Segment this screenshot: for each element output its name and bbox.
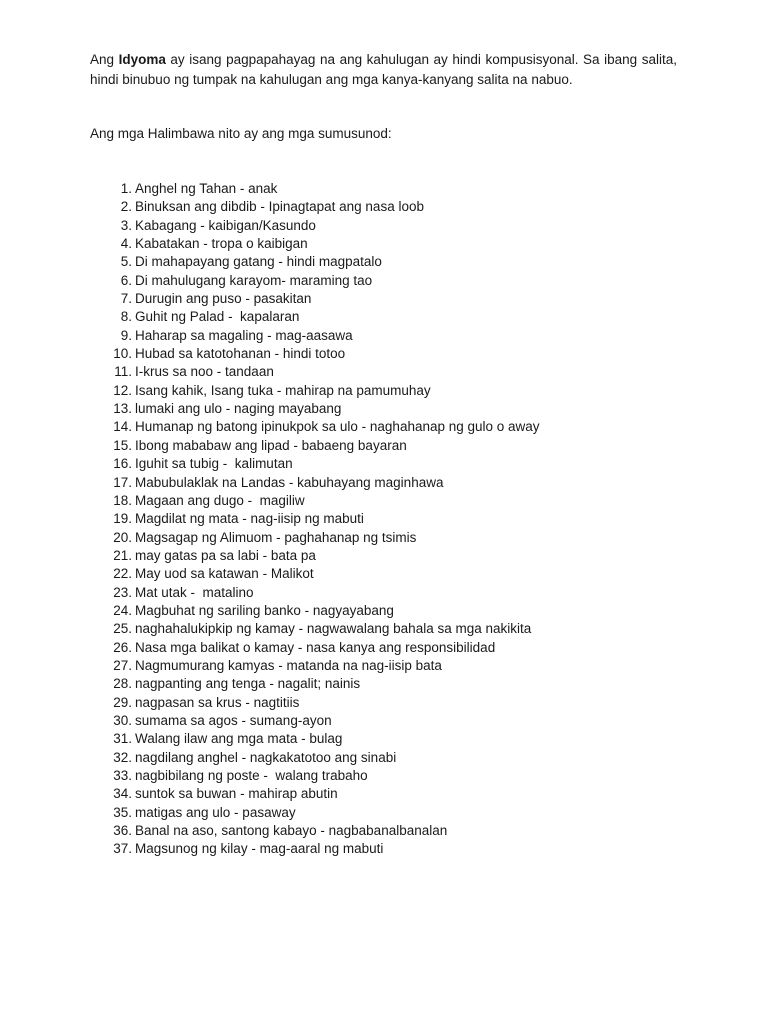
list-item-number: 16. bbox=[113, 456, 132, 472]
list-item-text: Di mahapayang gatang - hindi magpatalo bbox=[135, 254, 382, 270]
list-item-number: 8. bbox=[120, 309, 132, 325]
list-item-text: Nasa mga balikat o kamay - nasa kanya ang responsibilidad bbox=[135, 639, 496, 655]
list-item-number: 7. bbox=[120, 291, 132, 307]
list-item-number: 18. bbox=[113, 492, 132, 508]
list-item-number: 2. bbox=[120, 199, 132, 215]
list-item-number: 12. bbox=[113, 382, 132, 398]
list-item-text: Durugin ang puso - pasakitan bbox=[135, 291, 312, 307]
list-item-number: 10. bbox=[113, 346, 132, 362]
list-item-text: sumama sa agos - sumang-ayon bbox=[135, 712, 332, 728]
list-item-text: Magaan ang dugo - magiliw bbox=[135, 492, 305, 508]
list-item-text: naghahalukipkip ng kamay - nagwawalang bahala sa mga nakikita bbox=[135, 621, 532, 637]
list-item-text: Anghel ng Tahan - anak bbox=[135, 181, 278, 196]
list-item-text: Kabatakan - tropa o kaibigan bbox=[135, 236, 308, 252]
list-item-number: 30. bbox=[113, 712, 132, 728]
list-item-text: Magbuhat ng sariling banko - nagyayabang bbox=[135, 602, 394, 618]
list-item-text: Magsagap ng Alimuom - paghahanap ng tsimis bbox=[135, 529, 417, 545]
list-item-text: suntok sa buwan - mahirap abutin bbox=[135, 786, 338, 802]
examples-heading: Ang mga Halimbawa nito ay ang mga sumusunod: bbox=[90, 126, 392, 141]
list-item-number: 34. bbox=[113, 786, 132, 802]
list-item-text: Guhit ng Palad - kapalaran bbox=[135, 309, 300, 325]
list-item-text: Magsunog ng kilay - mag-aaral ng mabuti bbox=[135, 841, 384, 857]
list-item-text: Kabagang - kaibigan/Kasundo bbox=[135, 217, 316, 233]
intro-paragraph bbox=[90, 50, 677, 90]
list-item-text: Ibong mababaw ang lipad - babaeng bayaran bbox=[135, 437, 407, 453]
list-item-text: Mabubulaklak na Landas - kabuhayang maginhawa bbox=[135, 474, 444, 490]
list-item-text: Hubad sa katotohanan - hindi totoo bbox=[135, 346, 346, 362]
list-item-text: Isang kahik, Isang tuka - mahirap na pamumuhay bbox=[135, 382, 431, 398]
list-item-text: Banal na aso, santong kabayo - nagbabanalbanalan bbox=[135, 823, 448, 839]
list-item-text: nagbibilang ng poste - walang trabaho bbox=[135, 768, 368, 783]
list-item-text: Di mahulugang karayom- maraming tao bbox=[135, 272, 373, 288]
list-item-number: 1. bbox=[120, 181, 132, 196]
list-item-number: 27. bbox=[113, 657, 132, 673]
intro-rest: ay isang pagpapahayag na ang kahulugan ay hindi kompusisyonal. Sa ibang salita, hindi binubuo ng tumpak na kahulugan ang mga kanya-kanyang salita na nabuo. bbox=[90, 52, 677, 87]
list-item-text: May uod sa katawan - Malikot bbox=[135, 566, 314, 582]
list-item-text: nagpasan sa krus - nagtitiis bbox=[135, 694, 300, 710]
list-item-number: 14. bbox=[113, 419, 132, 435]
list-item-number: 24. bbox=[113, 602, 132, 618]
list-item-number: 29. bbox=[113, 694, 132, 710]
list-item-number: 11. bbox=[114, 364, 132, 380]
list-item-number: 25. bbox=[113, 621, 132, 637]
intro-lead: Ang bbox=[90, 52, 119, 67]
list-item-text: Humanap ng batong ipinukpok sa ulo - naghahanap ng gulo o away bbox=[135, 419, 540, 435]
list-item-number: 32. bbox=[113, 749, 132, 765]
list-item-text: I-krus sa noo - tandaan bbox=[135, 364, 274, 380]
list-item-number: 3. bbox=[120, 217, 132, 233]
list-item-text: Walang ilaw ang mga mata - bulag bbox=[135, 731, 343, 747]
list-item-number: 17. bbox=[113, 474, 132, 490]
list-item-number: 33. bbox=[113, 768, 132, 783]
list-item-number: 31. bbox=[113, 731, 132, 747]
list-item-number: 36. bbox=[113, 823, 132, 839]
list-item-text: nagdilang anghel - nagkakatotoo ang sinabi bbox=[135, 749, 397, 765]
list-item-number: 5. bbox=[120, 254, 132, 270]
list-item-number: 26. bbox=[113, 639, 132, 655]
list-item-text: lumaki ang ulo - naging mayabang bbox=[135, 401, 342, 417]
list-item-text: Magdilat ng mata - nag-iisip ng mabuti bbox=[135, 511, 364, 527]
list-item-text: matigas ang ulo - pasaway bbox=[135, 804, 296, 820]
list-item-text: may gatas pa sa labi - bata pa bbox=[135, 547, 316, 563]
list-item-text: Mat utak - matalino bbox=[135, 584, 254, 600]
list-item-text: Iguhit sa tubig - kalimutan bbox=[135, 456, 293, 472]
list-item-number: 35. bbox=[113, 804, 132, 820]
list-item-number: 21. bbox=[113, 547, 132, 563]
list-item-number: 9. bbox=[120, 327, 132, 343]
list-item-number: 20. bbox=[113, 529, 132, 545]
list-item-text: nagpanting ang tenga - nagalit; nainis bbox=[135, 676, 361, 692]
list-item-number: 22. bbox=[113, 566, 132, 582]
list-item-number: 28. bbox=[113, 676, 132, 692]
list-item-number: 15. bbox=[113, 437, 132, 453]
list-item-number: 23. bbox=[113, 584, 132, 600]
list-item-number: 13. bbox=[113, 401, 132, 417]
list-item-number: 6. bbox=[120, 272, 132, 288]
list-item-number: 19. bbox=[113, 511, 132, 527]
list-item-text: Haharap sa magaling - mag-aasawa bbox=[135, 327, 353, 343]
list-item-text: Nagmumurang kamyas - matanda na nag-iisip bata bbox=[135, 657, 442, 673]
list-item-text: Binuksan ang dibdib - Ipinagtapat ang nasa loob bbox=[135, 199, 424, 215]
intro-term: Idyoma bbox=[118, 52, 166, 67]
list-item-number: 4. bbox=[120, 236, 132, 252]
list-item-number: 37. bbox=[113, 841, 132, 857]
